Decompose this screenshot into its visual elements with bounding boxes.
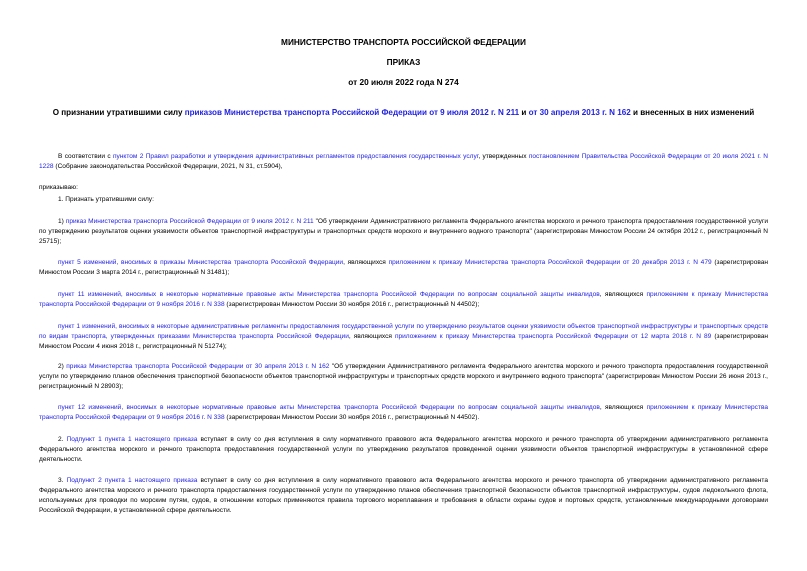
link-order-89[interactable]: приложением к приказу Министерства транспорта Российской Федерации от 12 марта 2018 г. N 89 [394,333,712,341]
link-point-1[interactable]: пункт 1 изменений, вносимых в некоторые административные регламенты предоставления государственной услуги по утверждению результатов оценки уязвимости объектов транспортной инфраструктуры и транспортных средств по видам транспорта, утвержденных приказами Министерства транспорта Российской Федерации [39,323,768,341]
item-3-paragraph [39,476,768,516]
text-span: вступает в силу со дня вступления в силу нормативного правового акта Федерального агентства морского и речного транспорта об утверждении административного регламента Федерального агентства морского и речного транспорта предоставления государственной услуги по утверждению планов обеспечения транспортной безопасности объектов транспортной инфраструктуры, судов ледокольного флота, используемых для проводки по морским путям, судов, в отношении которых применяются правила торгового мореплавания и требования в области охраны судов и портовых средств, установленные международными договорами Российской Федерации, в установленной сфере деятельности. [39,477,768,515]
text-span: (зарегистрирован Минюстом России 30 ноября 2016 г., регистрационный N 44502). [224,414,480,422]
subitem-point-12 [39,403,768,423]
link-subpoint-1[interactable]: Подпункт 1 пункта 1 настоящего приказа [66,436,198,443]
text-span: (зарегистрирован Минюстом России 4 июня 2018 г., регистрационный N 51274); [39,333,769,351]
item-2-paragraph [39,435,768,465]
text-span: 3. [58,477,67,484]
text-span: 2) [58,363,67,370]
title-text: и внесенных в них изменений [630,108,755,117]
link-order-338-b[interactable]: приложением к приказу Министерства транспорта Российской Федерации от 9 ноября 2016 г. N 338 [39,404,768,422]
link-rules-point-2[interactable]: пунктом 2 Правил разработки и утверждения административных регламентов предоставления государственных услуг [112,153,479,160]
item-1-intro: 1. Признать утратившими силу: [58,196,154,203]
title-link-order-162[interactable]: от 30 апреля 2013 г. N 162 [528,108,631,117]
text-span: (зарегистрирован Минюстом России 30 ноября 2016 г., регистрационный N 44502); [224,301,480,309]
text-span: 1) [58,218,66,225]
link-order-162[interactable]: приказ Министерства транспорта Российской Федерации от 30 апреля 2013 г. N 162 [66,363,330,370]
title-text: О признании утратившими силу [52,108,185,117]
text-span: , утвержденных [478,153,529,160]
link-order-338[interactable]: приложением к приказу Министерства транспорта Российской Федерации от 9 ноября 2016 г. N 338 [39,291,768,309]
link-point-5[interactable]: пункт 5 изменений, вносимых в приказы Министерства транспорта Российской Федерации [58,259,344,266]
subitem-point-11 [39,290,768,310]
link-decree-1228[interactable]: постановлением Правительства Российской Федерации от 20 июля 2021 г. N 1228 [39,153,769,171]
subitem-point-1 [39,322,768,352]
title-text: и [519,108,529,117]
title-link-order-211[interactable]: приказов Министерства транспорта Российской Федерации от 9 июля 2012 г. N 211 [184,108,520,117]
text-span: , являющихся [348,333,395,341]
link-point-11[interactable]: пункт 11 изменений, вносимых в некоторые нормативные правовые акты Министерства транспорта Российской Федерации по вопросам социальной защиты инвалидов [58,291,600,298]
subitem-2 [39,362,768,392]
text-span: , являющихся [599,291,647,298]
doc-type-heading: ПРИКАЗ [386,57,421,67]
text-span: вступает в силу со дня вступления в силу нормативного правового акта Федерального агентства морского и речного транспорта об утверждении административного регламента Федерального агентства морского и речного транспорта предоставления государственной услуги по утверждению результатов проведенной оценки уязвимости объектов транспортной инфраструктуры в установленной сфере деятельности. [39,436,768,464]
text-span: 2. [58,436,67,443]
date-number-heading: от 20 июля 2022 года N 274 [348,77,459,87]
orders-line: приказываю: [39,184,78,191]
link-order-211[interactable]: приказ Министерства транспорта Российской Федерации от 9 июля 2012 г. N 211 [65,218,314,225]
ministry-heading: МИНИСТЕРСТВО ТРАНСПОРТА РОССИЙСКОЙ ФЕДЕРАЦИИ [281,37,526,47]
subitem-1 [39,217,768,247]
text-span: "Об утверждении Административного регламента Федерального агентства морского и речного транспорта предоставления государственной услуги по утверждению результатов оценки уязвимости объектов транспортной инфраструктуры и транспортных средств морского и внутреннего водного транспорта" (зарегистрирован Минюстом России 24 октября 2012 г., регистрационный N 25715); [39,218,768,246]
link-point-12[interactable]: пункт 12 изменений, вносимых в некоторые нормативные правовые акты Министерства транспорта Российской Федерации по вопросам социальной защиты инвалидов [58,404,600,411]
text-span: (зарегистрирован Минюстом России 3 марта 2014 г., регистрационный N 31481); [39,259,769,277]
subitem-point-5 [39,258,768,278]
link-order-479[interactable]: приложением к приказу Министерства транспорта Российской Федерации от 20 декабря 2013 г. N 479 [388,259,712,266]
preamble-paragraph [39,152,768,172]
text-span: "Об утверждении Административного регламента Федерального агентства морского и речного транспорта предоставления государственной услуги по утверждению планов обеспечения транспортной безопасности объектов транспортной инфраструктуры и транспортных средств морского и внутреннего водного транспорта" (зарегистрирован Минюстом России 26 июня 2013 г., регистрационный N 28903); [39,363,769,391]
link-subpoint-2[interactable]: Подпункт 2 пункта 1 настоящего приказа [66,477,198,484]
text-span: В соответствии с [58,153,113,160]
text-span: , являющихся [599,404,647,411]
text-span: , являющихся [343,259,389,266]
document-title [40,107,767,119]
text-span: (Собрание законодательства Российской Федерации, 2021, N 31, ст.5904), [53,163,283,171]
